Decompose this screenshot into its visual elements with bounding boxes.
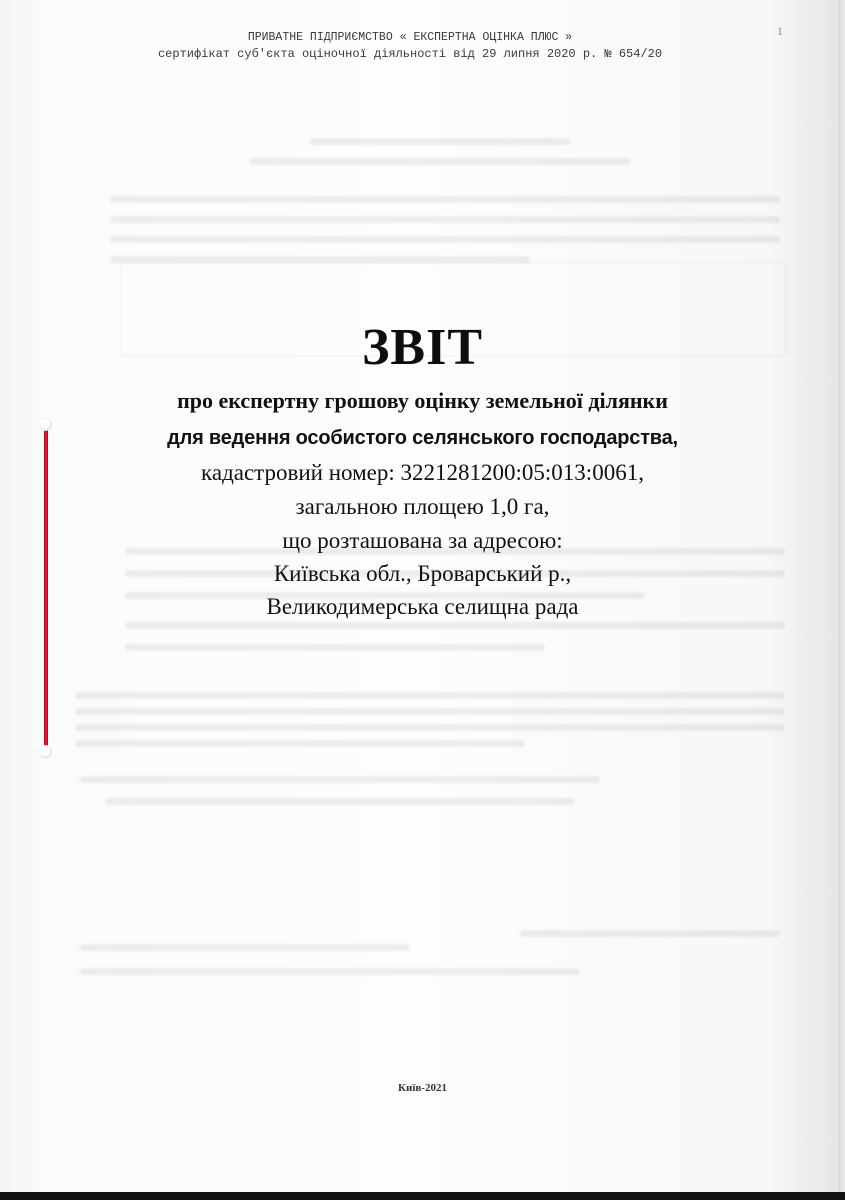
address-line-2: Великодимерська селищна рада [266, 594, 579, 619]
page-edge-shadow [838, 0, 845, 1200]
bleed-through-line [110, 216, 780, 223]
land-area: загальною площею 1,0 га, [295, 494, 550, 519]
bleed-through-line [520, 930, 780, 937]
bleed-through-line [110, 196, 780, 203]
company-name: ПРИВАТНЕ ПІДПРИЄМСТВО « ЕКСПЕРТНА ОЦІНКА ПЛЮС » [247, 31, 573, 44]
report-subtitle: про експертну грошову оцінку земельної ділянки [177, 388, 668, 413]
bleed-through-line [125, 622, 785, 629]
place-and-year: Київ-2021 [398, 1082, 447, 1094]
address-line-1: Київська обл., Броварський р., [273, 561, 572, 586]
bleed-through-line [310, 138, 570, 145]
bleed-through-line [75, 724, 785, 731]
background-edge [0, 1192, 845, 1200]
bleed-through-line [80, 776, 600, 783]
bleed-through-line [125, 644, 545, 651]
page-number: 1 [777, 24, 783, 38]
location-intro: що розташована за адресою: [282, 528, 563, 553]
bleed-through-line [75, 708, 785, 715]
bleed-through-line [250, 158, 630, 165]
bleed-through-line [75, 740, 525, 747]
land-purpose: для ведення особистого селянського господарства, [167, 427, 678, 449]
bleed-through-line [80, 968, 580, 975]
company-header [0, 30, 820, 62]
certificate-line: сертифікат суб'єкта оціночної діяльності від 29 липня 2020 р. № 654/20 [157, 47, 663, 61]
bleed-through-line [80, 944, 410, 951]
cadastral-number: кадастровий номер: 3221281200:05:013:0061, [201, 460, 644, 485]
bleed-through-line [75, 692, 785, 699]
bleed-through-line [110, 236, 780, 243]
bleed-through-line [105, 798, 575, 805]
binding-hole-bottom [39, 745, 52, 758]
report-title: ЗВІТ [361, 319, 484, 376]
